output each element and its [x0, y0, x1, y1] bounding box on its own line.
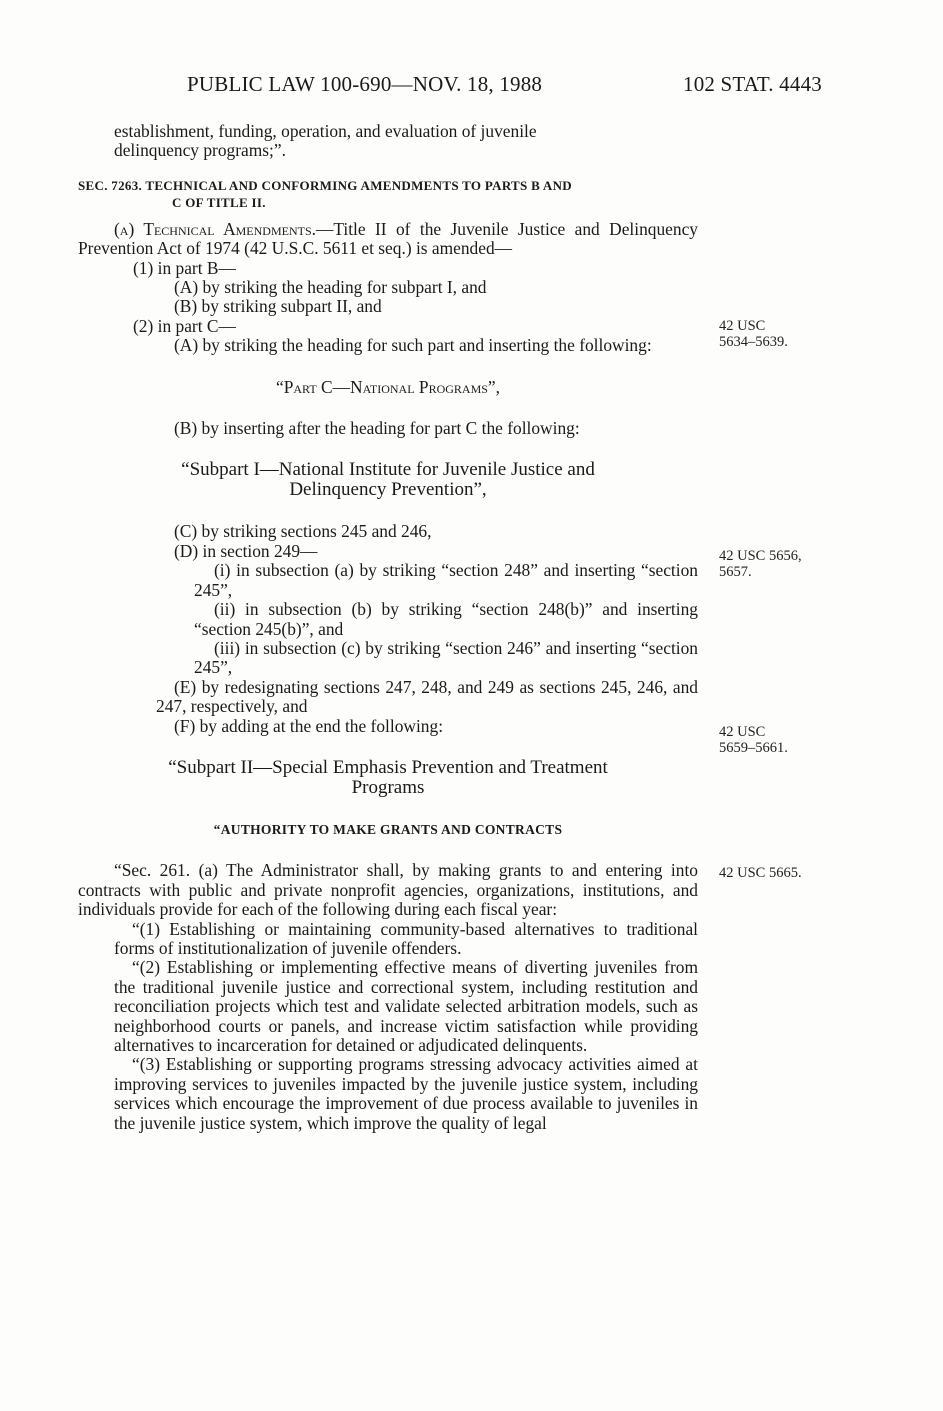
authority-heading: “AUTHORITY TO MAKE GRANTS AND CONTRACTS	[213, 821, 563, 837]
margin-note-2-line-1: 42 USC 5656,	[719, 548, 802, 564]
section-heading	[78, 177, 698, 211]
intro-line-1: establishment, funding, operation, and evaluation of juvenile	[114, 121, 537, 141]
item-2D-ii: (ii) in subsection (b) by striking “section 248(b)” and inserting “section 245(b)”, and	[194, 599, 698, 639]
margin-note-2-line-2: 5657.	[719, 564, 752, 580]
item-1: (1) in part B—	[133, 257, 236, 278]
subsection-a-label: (a) Technical Amendments.	[114, 218, 316, 239]
subsection-a	[78, 220, 698, 259]
intro-line-2: delinquency programs;”.	[114, 140, 286, 161]
running-header-right: 102 STAT. 4443	[683, 72, 822, 96]
margin-note-4: 42 USC 5665.	[719, 865, 802, 881]
paragraph-2: “(2) Establishing or implementing effective means of diverting juveniles from the traditional juvenile justice and correctional system, including restitution and reconciliation projects which test and validate selected arbitration models, such as neighborhood courts or panels, and increase victim satisfaction while providing alternatives to incarceration for detained or adjudicated delinquents.	[114, 957, 698, 1055]
item-2D-i: (i) in subsection (a) by striking “section 248” and inserting “section 245”,	[194, 560, 698, 600]
margin-note-3	[719, 724, 788, 756]
margin-note-3-line-1: 42 USC	[719, 724, 766, 740]
subpart-1-heading-line-1: “Subpart I—National Institute for Juvenile Justice and	[181, 459, 595, 481]
document-body	[78, 122, 698, 1133]
subpart-1-heading-line-2: Delinquency Prevention”,	[289, 479, 487, 501]
item-2D: (D) in section 249—	[174, 540, 318, 561]
item-2: (2) in part C—	[133, 315, 236, 336]
margin-note-1	[719, 318, 788, 350]
margin-note-1-line-2: 5634–5639.	[719, 334, 788, 350]
section-261: “Sec. 261. (a) The Administrator shall, by making grants to and entering into contracts with public and private nonprofit agencies, organizations, institutions, and individuals provide for each of the following during each fiscal year:	[78, 860, 698, 920]
item-2A: (A) by striking the heading for such part and inserting the following:	[174, 335, 652, 356]
margin-note-3-line-2: 5659–5661.	[719, 740, 788, 756]
running-header-left: PUBLIC LAW 100-690—NOV. 18, 1988	[187, 72, 543, 96]
item-2D-iii: (iii) in subsection (c) by striking “section 246” and inserting “section 245”,	[194, 637, 698, 678]
paragraph-1: “(1) Establishing or maintaining community-based alternatives to traditional forms of institutionalization of juvenile offenders.	[114, 918, 698, 958]
subpart-2-heading-line-2: Programs	[351, 776, 425, 798]
item-1B: (B) by striking subpart II, and	[174, 296, 382, 317]
section-heading-line-2: C OF TITLE II.	[172, 194, 266, 210]
item-2E: (E) by redesignating sections 247, 248, and 249 as sections 245, 246, and 247, respectively, and	[156, 676, 698, 717]
subsection-a-text: —Title II of the Juvenile Justice and Delinquency Prevention Act of 1974 (42 U.S.C. 5611 et seq.) is amended—	[78, 218, 698, 259]
margin-note-2	[719, 548, 802, 580]
item-2C: (C) by striking sections 245 and 246,	[174, 521, 432, 542]
subpart-2-heading-line-1: “Subpart II—Special Emphasis Prevention and Treatment	[168, 756, 608, 778]
paragraph-3: “(3) Establishing or supporting programs stressing advocacy activities aimed at improving services to juveniles impacted by the juvenile justice system, including services which encourage the improvement of due process available to juveniles in the juvenile justice system, which improve the quality of legal	[114, 1054, 698, 1133]
item-2F: (F) by adding at the end the following:	[174, 715, 444, 736]
item-2B: (B) by inserting after the heading for part C the following:	[174, 418, 580, 439]
part-c-heading: “Part C—National Programs”,	[276, 376, 500, 397]
margin-note-1-line-1: 42 USC	[719, 318, 766, 334]
item-1A: (A) by striking the heading for subpart I, and	[174, 277, 487, 298]
section-heading-line-1: SEC. 7263. TECHNICAL AND CONFORMING AMENDMENTS TO PARTS B AND	[78, 177, 572, 193]
